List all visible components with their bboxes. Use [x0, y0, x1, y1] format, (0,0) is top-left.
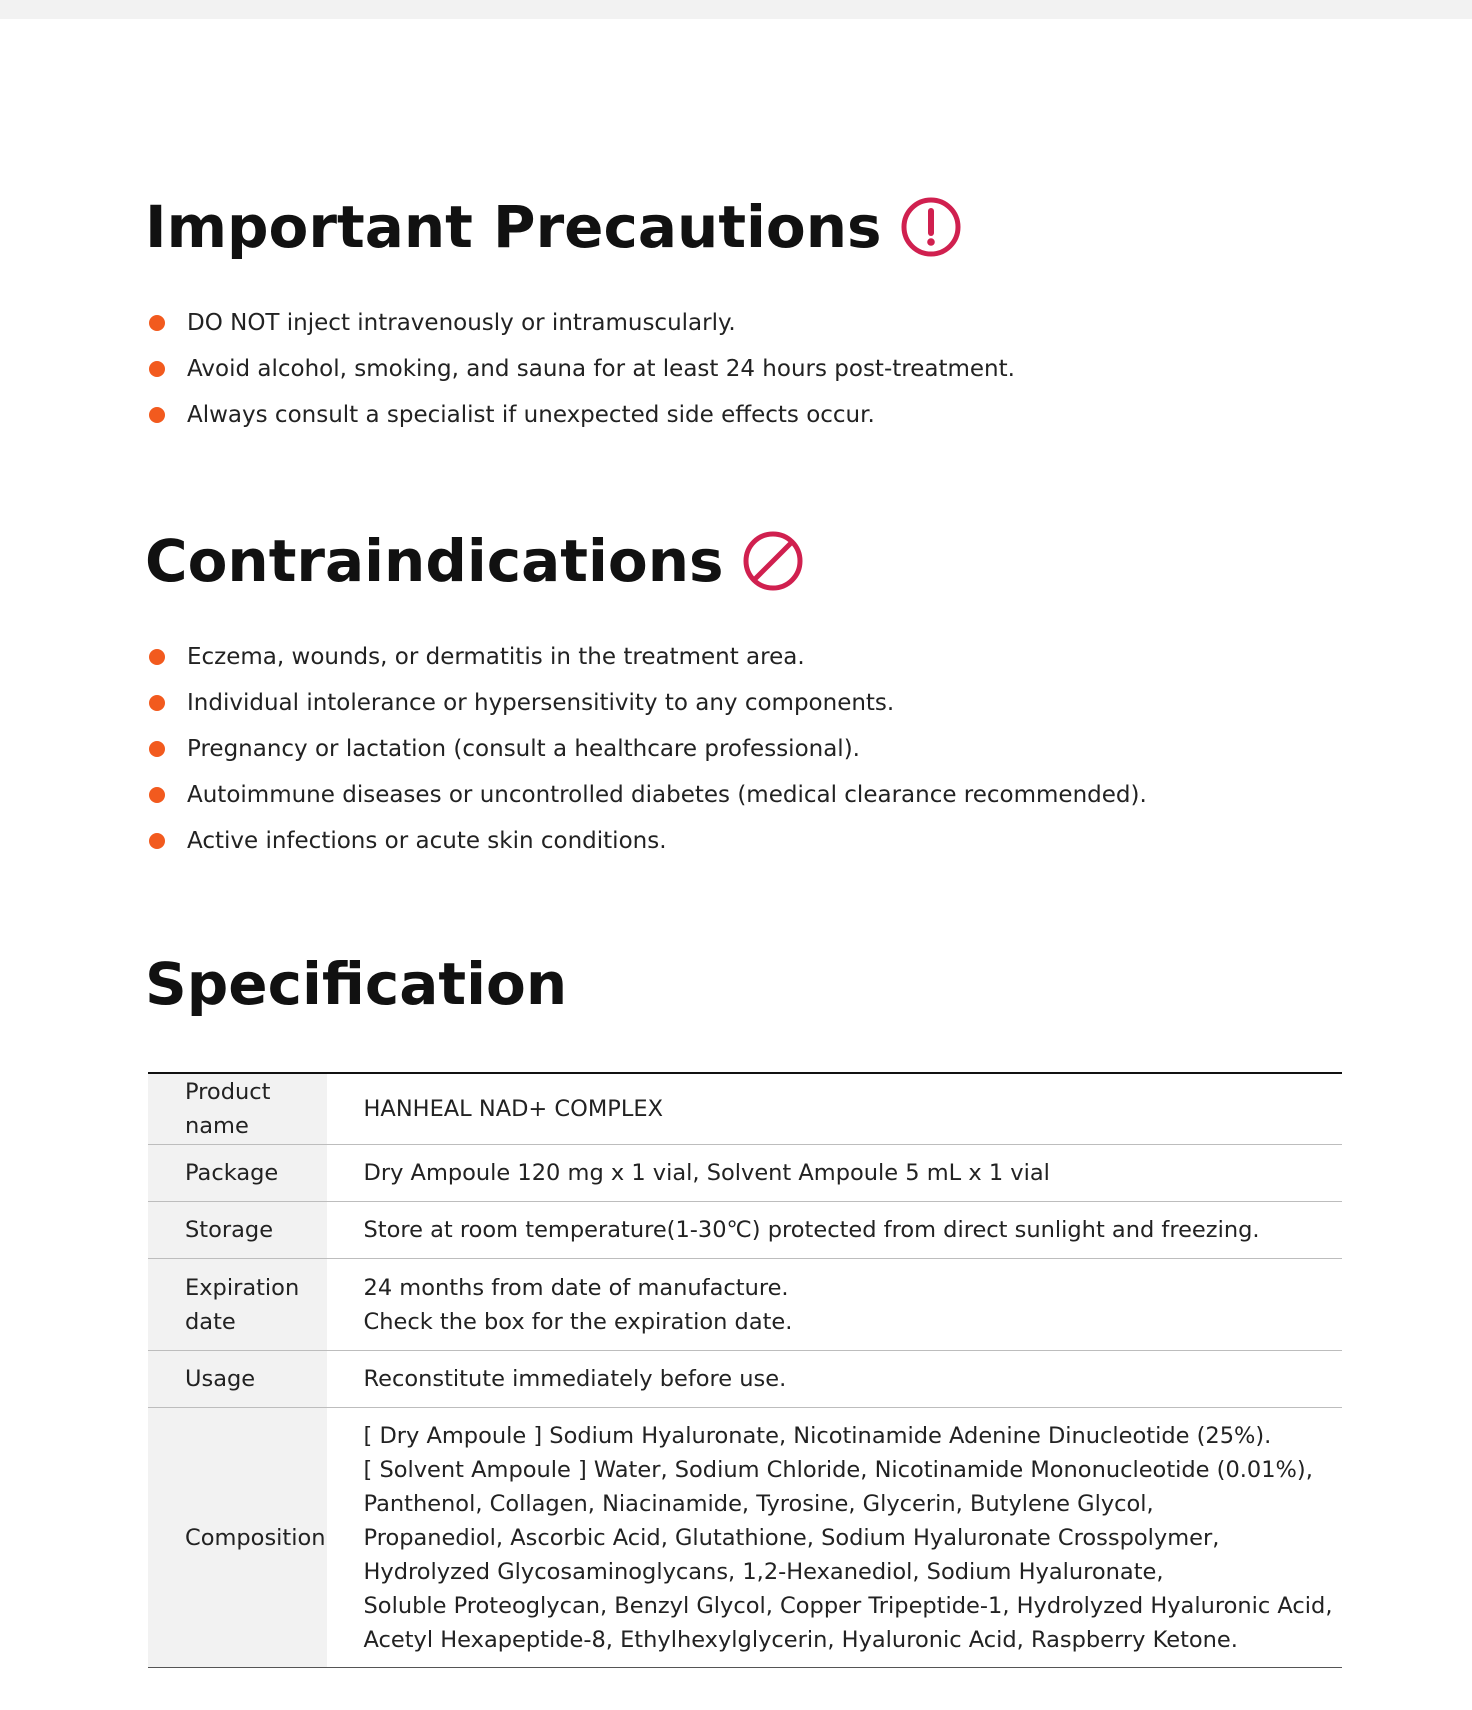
spec-label-storage: Storage — [148, 1202, 327, 1259]
bullet-dot — [149, 695, 165, 711]
spec-value-line: [ Dry Ampoule ] Sodium Hyaluronate, Nicotinamide Adenine Dinucleotide (25%). — [363, 1422, 1272, 1449]
list-item — [149, 300, 1015, 346]
contraindications-heading — [145, 527, 804, 595]
precautions-heading — [145, 193, 962, 261]
list-item-text: DO NOT inject intravenously or intramuscularly. — [187, 310, 736, 336]
prohibited-icon — [742, 530, 804, 592]
list-item-text: Active infections or acute skin conditions. — [187, 828, 667, 854]
list-item — [149, 346, 1015, 392]
spec-label-expiration-date: Expiration date — [148, 1259, 327, 1351]
specification-title: Specification — [145, 950, 568, 1018]
bullet-dot — [149, 833, 165, 849]
table-row — [148, 1351, 1342, 1408]
spec-label-package: Package — [148, 1145, 327, 1202]
bullet-dot — [149, 407, 165, 423]
list-item-text: Always consult a specialist if unexpected side effects occur. — [187, 402, 875, 428]
exclamation-circle-icon — [900, 196, 962, 258]
list-item-text: Avoid alcohol, smoking, and sauna for at least 24 hours post-treatment. — [187, 356, 1015, 382]
precautions-title: Important Precautions — [145, 193, 882, 261]
spec-value-product-name — [327, 1073, 1343, 1145]
list-item — [149, 634, 1147, 680]
spec-value-line: Soluble Proteoglycan, Benzyl Glycol, Copper Tripeptide-1, Hydrolyzed Hyaluronic Acid, — [363, 1592, 1333, 1619]
list-item-text: Individual intolerance or hypersensitivity to any components. — [187, 690, 895, 716]
bullet-dot — [149, 787, 165, 803]
spec-value-line: Propanediol, Ascorbic Acid, Glutathione, Sodium Hyaluronate Crosspolymer, — [363, 1524, 1220, 1551]
spec-value-expiration-date — [327, 1259, 1343, 1351]
spec-value-line: 24 months from date of manufacture. — [363, 1274, 789, 1301]
contraindications-title: Contraindications — [145, 527, 724, 595]
list-item-text: Autoimmune diseases or uncontrolled diabetes (medical clearance recommended). — [187, 782, 1147, 808]
spec-value-line: Check the box for the expiration date. — [363, 1308, 793, 1335]
list-item-text: Eczema, wounds, or dermatitis in the treatment area. — [187, 644, 805, 670]
table-row — [148, 1408, 1342, 1668]
spec-value-storage — [327, 1202, 1343, 1259]
spec-value-line: Store at room temperature(1-30℃) protected from direct sunlight and freezing. — [363, 1217, 1260, 1243]
top-strip — [0, 0, 1472, 19]
table-row — [148, 1073, 1342, 1145]
spec-label-product-name: Product name — [148, 1073, 327, 1145]
spec-label-composition: Composition — [148, 1408, 327, 1668]
contraindications-list — [149, 634, 1147, 864]
spec-value-line: [ Solvent Ampoule ] Water, Sodium Chloride, Nicotinamide Mononucleotide (0.01%), — [363, 1456, 1313, 1483]
spec-value-line: Acetyl Hexapeptide-8, Ethylhexylglycerin, Hyaluronic Acid, Raspberry Ketone. — [363, 1626, 1238, 1653]
spec-value-line: HANHEAL NAD+ COMPLEX — [363, 1096, 663, 1122]
spec-value-line: Dry Ampoule 120 mg x 1 vial, Solvent Ampoule 5 mL x 1 vial — [363, 1160, 1050, 1186]
bullet-dot — [149, 741, 165, 757]
list-item — [149, 726, 1147, 772]
bullet-dot — [149, 361, 165, 377]
bullet-dot — [149, 315, 165, 331]
spec-value-composition — [327, 1408, 1343, 1668]
list-item — [149, 392, 1015, 438]
table-row — [148, 1145, 1342, 1202]
specification-table — [148, 1072, 1342, 1668]
table-row — [148, 1259, 1342, 1351]
list-item — [149, 772, 1147, 818]
spec-value-line: Hydrolyzed Glycosaminoglycans, 1,2-Hexanediol, Sodium Hyaluronate, — [363, 1558, 1164, 1585]
spec-label-usage: Usage — [148, 1351, 327, 1408]
list-item-text: Pregnancy or lactation (consult a healthcare professional). — [187, 736, 860, 762]
list-item — [149, 818, 1147, 864]
spec-value-line: Reconstitute immediately before use. — [363, 1366, 787, 1392]
spec-value-package — [327, 1145, 1343, 1202]
table-row — [148, 1202, 1342, 1259]
specification-heading — [145, 950, 568, 1018]
spec-value-usage — [327, 1351, 1343, 1408]
list-item — [149, 680, 1147, 726]
spec-value-line: Panthenol, Collagen, Niacinamide, Tyrosine, Glycerin, Butylene Glycol, — [363, 1490, 1154, 1517]
precautions-list — [149, 300, 1015, 438]
bullet-dot — [149, 649, 165, 665]
